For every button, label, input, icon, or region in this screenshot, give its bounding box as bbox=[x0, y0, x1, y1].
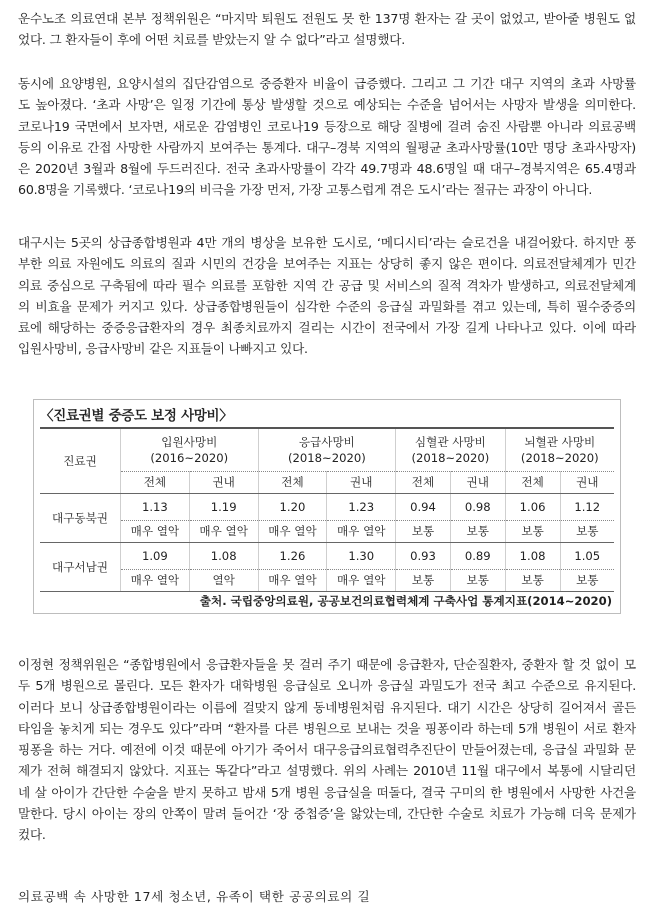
grade-cell: 매우 열악 bbox=[327, 520, 396, 542]
text-line: 타임을 놓치게 되는 경우도 있다”라며 “환자를 다른 병원으로 보내는 것을 핑퐁이라 하는데 5개 병원이 서로 환자 bbox=[18, 720, 636, 736]
grade-cell: 매우 열악 bbox=[189, 520, 258, 542]
subheader-cell: 권내 bbox=[560, 471, 614, 493]
corner-header: 진료권 bbox=[40, 429, 121, 493]
subheader-cell: 전체 bbox=[396, 471, 451, 493]
group-name: 응급사망비 bbox=[298, 434, 355, 449]
value-cell: 1.08 bbox=[505, 542, 560, 569]
text-line: 이정현 정책위원은 “종합병원에서 응급환자들을 못 걸러 주기 때문에 응급환자, 단순질환자, 중환자 할 것 없이 모 bbox=[18, 657, 636, 672]
grade-cell: 매우 열악 bbox=[258, 520, 327, 542]
value-cell: 1.26 bbox=[258, 542, 327, 569]
text-line: 이러다 보니 상급종합병원이라는 이름에 걸맞지 않게 동네병원처럼 유지된다. 대기 시간은 상당히 길어져서 골든 bbox=[18, 699, 636, 715]
paragraph-3 bbox=[18, 232, 636, 360]
group-header bbox=[121, 429, 259, 471]
text-line: 네 살 아이가 간단한 수술을 받지 못하고 밤새 5개 병원 응급실을 떠돌다, 결국 구미의 한 병원에서 사망한 사건을 bbox=[18, 784, 636, 800]
group-period: (2018~2020) bbox=[520, 450, 599, 465]
grade-cell: 보통 bbox=[505, 569, 560, 591]
group-name: 뇌혈관 사망비 bbox=[524, 434, 596, 449]
value-cell: 1.08 bbox=[189, 542, 258, 569]
subheader-cell: 전체 bbox=[505, 471, 560, 493]
grade-cell: 매우 열악 bbox=[121, 569, 190, 591]
value-cell: 1.12 bbox=[560, 493, 614, 520]
group-name: 입원사망비 bbox=[161, 434, 218, 449]
group-header bbox=[396, 429, 506, 471]
value-cell: 1.09 bbox=[121, 542, 190, 569]
mortality-table-box bbox=[33, 399, 621, 614]
text-line: 동시에 요양병원, 요양시설의 집단감염으로 중증환자 비율이 급증했다. 그리고 그 기간 대구 지역의 초과 사망률 bbox=[18, 76, 636, 91]
text-line: 의료 중심으로 구축됨에 따라 필수 의료를 포함한 지역 간 공급 및 서비스의 질적 격차가 발생하고, 의료전달체계 bbox=[18, 277, 636, 293]
value-cell: 0.94 bbox=[396, 493, 451, 520]
table-title: 〈진료권별 중증도 보정 사망비〉 bbox=[40, 408, 233, 424]
grade-cell: 보통 bbox=[505, 520, 560, 542]
value-cell: 1.19 bbox=[189, 493, 258, 520]
value-cell: 1.13 bbox=[121, 493, 190, 520]
region-cell: 대구동북권 bbox=[40, 493, 121, 542]
grade-cell: 열악 bbox=[189, 569, 258, 591]
text-line: 핑퐁을 하는 거다. 예전에 이것 때문에 아기가 죽어서 대구응급의료협력추진단이 만들어졌는데, 응급실 과밀화 문 bbox=[18, 742, 636, 758]
mortality-table bbox=[40, 429, 614, 592]
grade-cell: 매우 열악 bbox=[258, 569, 327, 591]
text-line: 말한다. 당시 아이는 장의 안쪽이 말려 들어간 ‘장 중첩증’을 앓았는데, 간단한 수술로 치료가 가능해 더욱 문제가 bbox=[18, 806, 636, 822]
subheader-cell: 전체 bbox=[121, 471, 190, 493]
grade-cell: 보통 bbox=[396, 520, 451, 542]
text-line: 제가 전혀 해결되지 않았다. 지표는 똑같다”라고 설명했다. 위의 사례는 2010년 11월 대구에서 복통에 시달리던 bbox=[18, 763, 636, 779]
paragraph-2 bbox=[18, 73, 636, 201]
group-period: (2016~2020) bbox=[150, 450, 229, 465]
value-cell: 0.93 bbox=[396, 542, 451, 569]
subheader-cell: 권내 bbox=[450, 471, 505, 493]
subheader-cell: 권내 bbox=[189, 471, 258, 493]
value-cell: 1.06 bbox=[505, 493, 560, 520]
related-article-title: 의료공백 속 사망한 17세 청소년, 유족이 택한 공공의료의 길 bbox=[18, 889, 371, 904]
text-line: 대구시는 5곳의 상급종합병원과 4만 개의 병상을 보유한 도시로, ‘메디시티’라는 슬로건을 내걸어왔다. 하지만 풍 bbox=[18, 235, 636, 250]
grade-cell: 보통 bbox=[560, 520, 614, 542]
text-line: 도 높아졌다. ‘초과 사망’은 일정 기간에 통상 발생할 것으로 예상되는 수준을 넘어서는 사망자 발생을 의미한다. bbox=[18, 97, 636, 113]
value-cell: 1.23 bbox=[327, 493, 396, 520]
text-line: 의 비효율 문제가 커지고 있다. 상급종합병원들이 심각한 수준의 응급실 과밀화를 겪고 있는데, 특히 필수중증의 bbox=[18, 298, 636, 314]
region-cell: 대구서남권 bbox=[40, 542, 121, 591]
text-line: 입원사망비, 응급사망비 같은 지표들이 나빠지고 있다. bbox=[18, 341, 308, 357]
value-cell: 1.05 bbox=[560, 542, 614, 569]
text-line: 코로나19 국면에서 보자면, 새로운 감염병인 코로나19 등장으로 해당 질병에 걸려 숨진 사람뿐 아니라 의료공백 bbox=[18, 118, 636, 134]
grade-cell: 보통 bbox=[396, 569, 451, 591]
text-line: 었다. 그 환자들이 후에 어떤 치료를 받았는지 알 수 없다”라고 설명했다. bbox=[18, 32, 405, 48]
grade-cell: 매우 열악 bbox=[327, 569, 396, 591]
value-cell: 1.20 bbox=[258, 493, 327, 520]
value-cell: 0.89 bbox=[450, 542, 505, 569]
text-line: 료에 해당하는 중증응급환자의 경우 최종치료까지 걸리는 시간이 전국에서 가장 길게 나타나고 있다. 이에 따라 bbox=[18, 320, 636, 336]
group-header bbox=[258, 429, 396, 471]
group-period: (2018~2020) bbox=[411, 450, 490, 465]
text-line: 두 5개 병원으로 몰린다. 모든 환자가 대학병원 응급실로 오니까 응급실 과밀도가 전국 최고 수준으로 유지된다. bbox=[18, 678, 636, 694]
text-line: 운수노조 의료연대 본부 정책위원은 “마지막 퇴원도 전원도 못 한 137명 환자는 갈 곳이 없었고, 받아줄 병원도 없 bbox=[18, 11, 636, 26]
subheader-cell: 전체 bbox=[258, 471, 327, 493]
table-source: 출처. 국립중앙의료원, 공공보건의료협력체계 구축사업 통계지표(2014~2020) bbox=[199, 594, 612, 608]
grade-cell: 보통 bbox=[450, 520, 505, 542]
subheader-cell: 권내 bbox=[327, 471, 396, 493]
group-name: 심혈관 사망비 bbox=[414, 434, 486, 449]
text-line: 컸다. bbox=[18, 827, 46, 843]
paragraph-4 bbox=[18, 654, 636, 846]
value-cell: 1.30 bbox=[327, 542, 396, 569]
value-cell: 0.98 bbox=[450, 493, 505, 520]
group-period: (2018~2020) bbox=[287, 450, 366, 465]
grade-cell: 보통 bbox=[450, 569, 505, 591]
group-header bbox=[505, 429, 614, 471]
text-line: 부한 의료 자원에도 의료의 질과 시민의 건강을 보여주는 지표는 상당히 좋지 않은 편이다. 의료전달체계가 민간 bbox=[18, 256, 636, 272]
grade-cell: 보통 bbox=[560, 569, 614, 591]
text-line: 등의 이유로 간접 사망한 사람까지 보여주는 통계다. 대구–경북 지역의 월평균 초과사망률(10만 명당 초과사망자) bbox=[18, 139, 636, 155]
text-line: 60.8명을 기록했다. ‘코로나19의 비극을 가장 먼저, 가장 고통스럽게 겪은 도시’라는 절규는 과장이 아니다. bbox=[18, 182, 593, 198]
text-line: 은 2020년 3월과 8월에 두드러진다. 전국 초과사망률이 각각 49.7명과 48.6명일 때 대구–경북지역은 65.4명과 bbox=[18, 161, 636, 177]
paragraph-1 bbox=[18, 8, 636, 51]
grade-cell: 매우 열악 bbox=[121, 520, 190, 542]
